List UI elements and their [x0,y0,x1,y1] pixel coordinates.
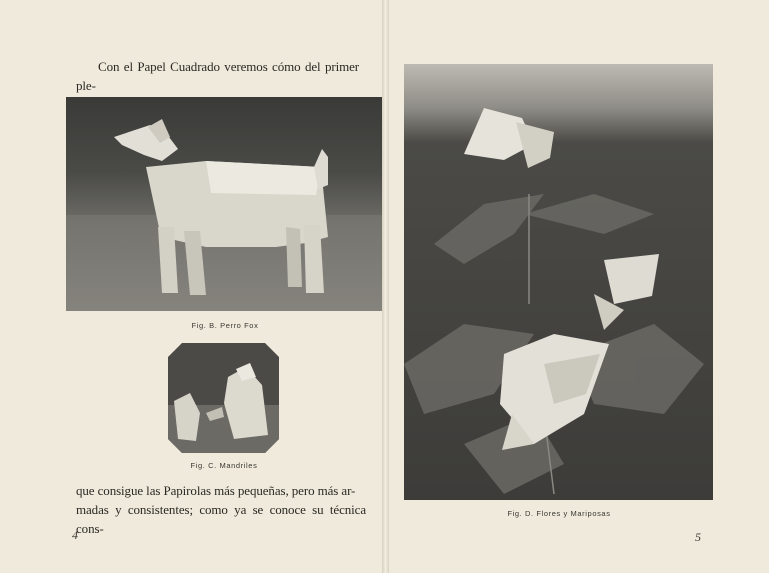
left-page [0,0,384,573]
figure-b-caption: Fig. B. Perro Fox [191,321,259,330]
closing-line-2: madas y consistentes; como ya se conoce su técnica cons- [76,502,366,536]
page-number-right: 5 [695,530,701,544]
dog-origami-image [66,97,382,311]
mandrills-origami-image [168,343,279,453]
figure-c-caption: Fig. C. Mandriles [190,461,258,470]
figure-d-photo [404,64,713,500]
figure-b-photo [66,97,382,311]
flowers-butterflies-image [404,64,713,500]
page-number-left: 4 [72,528,78,542]
intro-line-1: Con el Papel Cuadrado veremos cómo del primer ple- [76,59,359,93]
figure-d-caption: Fig. D. Flores y Mariposas [507,509,611,518]
closing-paragraph [76,481,366,538]
figure-c-photo [168,343,279,453]
right-page [389,0,769,573]
closing-line-1: que consigue las Papirolas más pequeñas, pero más ar- [76,483,356,498]
